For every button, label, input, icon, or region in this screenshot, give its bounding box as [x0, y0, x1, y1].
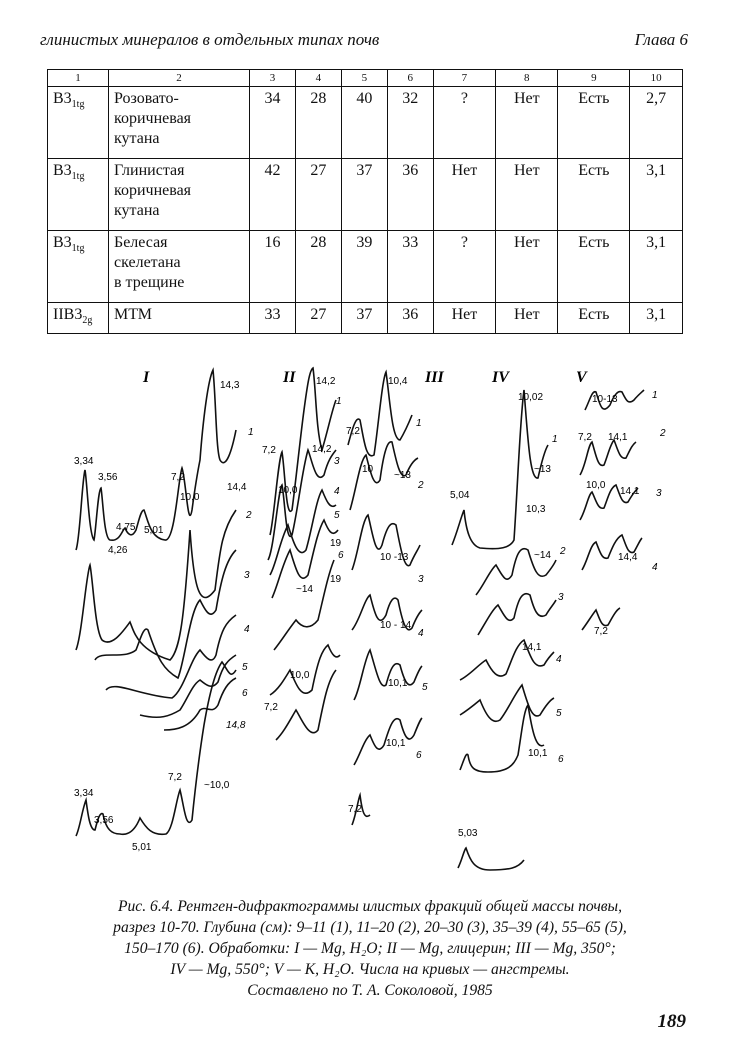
peak-label: 7,2 [348, 804, 362, 815]
column-number: 3 [250, 70, 296, 87]
peak-label: 5,01 [144, 525, 164, 536]
curve-number: 5 [422, 682, 428, 693]
peak-label: 7,2 [168, 772, 182, 783]
column-number: 6 [387, 70, 433, 87]
curve-number: 3 [418, 574, 424, 585]
curve-number: 1 [248, 427, 254, 438]
peak-label: 10,0 [290, 670, 310, 681]
chapter-label: Глава 6 [634, 30, 688, 49]
peak-label: 10 - 14 [380, 620, 412, 631]
peak-label: 10,1 [528, 748, 548, 759]
caption-line: 150–170 (6). Обработки: I — Mg, H₂O; II — Mg, глицерин; III — Mg, 350°; [124, 940, 616, 957]
peak-label: 19 [330, 574, 342, 585]
peak-label: 5,01 [132, 842, 152, 853]
curve-number: 6 [242, 688, 248, 699]
curve-number: 5 [242, 662, 248, 673]
table-row [48, 87, 683, 159]
peak-label: 14,1 [620, 486, 640, 497]
caption-line: IV — Mg, 550°; V — K, H₂O. Числа на кривых — ангстремы. [170, 961, 570, 978]
value-cell: 36 [387, 159, 433, 231]
description-cell: МТМ [109, 303, 250, 334]
caption-line: разрез 10-70. Глубина (см): 9–11 (1), 11–20 (2), 20–30 (3), 35–39 (4), 55–65 (5), [113, 919, 627, 936]
curve-number: 5 [556, 708, 562, 719]
description-cell: Глинистая коричневая кутана [109, 159, 250, 231]
table-row [48, 303, 683, 334]
curve-number: 4 [556, 654, 562, 665]
panel-label: I [143, 369, 150, 386]
curve-number: 6 [558, 754, 564, 765]
peak-label: ~13 [394, 470, 411, 481]
peak-label: 14,1 [522, 642, 542, 653]
peak-label: 10,1 [386, 738, 406, 749]
horizon-cell: $B3_{1tg}$ [48, 159, 109, 231]
value-cell: Нет [496, 231, 558, 303]
peak-label: 7,2 [264, 702, 278, 713]
value-cell: Есть [558, 87, 630, 159]
value-cell: Нет [433, 159, 495, 231]
peak-label: 14,2 [316, 376, 336, 387]
peak-label: 10,0 [278, 485, 298, 496]
value-cell: 33 [250, 303, 296, 334]
curve-number: 3 [334, 456, 340, 467]
peak-label: 5,04 [450, 490, 470, 501]
horizon-cell: $B3_{1tg}$ [48, 87, 109, 159]
value-cell: 40 [341, 87, 387, 159]
peak-label: 14,2 [312, 444, 332, 455]
peak-label: 10-13 [592, 394, 618, 405]
peak-label: 10,4 [388, 376, 408, 387]
value-cell: ? [433, 231, 495, 303]
data-table [47, 69, 683, 334]
peak-label: 7,2 [346, 426, 360, 437]
column-number: 9 [558, 70, 630, 87]
value-cell: 3,1 [630, 159, 683, 231]
curve-number: 2 [660, 428, 666, 439]
curve-number: 4 [244, 624, 250, 635]
curve-number: 1 [552, 434, 558, 445]
value-cell: 3,1 [630, 303, 683, 334]
curve-number: 4 [652, 562, 658, 573]
xrd-figure [40, 360, 700, 890]
value-cell: Нет [496, 159, 558, 231]
peak-label: 4,75 [116, 522, 136, 533]
column-number: 7 [433, 70, 495, 87]
value-cell: 37 [341, 159, 387, 231]
column-number: 10 [630, 70, 683, 87]
value-cell: 42 [250, 159, 296, 231]
value-cell: 28 [295, 231, 341, 303]
peak-label: 7,2 [171, 472, 185, 483]
value-cell: 36 [387, 303, 433, 334]
peak-label: 3,34 [74, 788, 94, 799]
value-cell: Есть [558, 303, 630, 334]
table-row [48, 231, 683, 303]
peak-label: ~10,0 [204, 780, 230, 791]
peak-label: 10,0 [586, 480, 606, 491]
value-cell: 2,7 [630, 87, 683, 159]
value-cell: 32 [387, 87, 433, 159]
peak-label: 3,56 [94, 815, 114, 826]
peak-label: 14,8 [226, 720, 246, 731]
peak-label: 7,2 [594, 626, 608, 637]
column-number: 8 [496, 70, 558, 87]
horizon-cell: $B3_{1tg}$ [48, 231, 109, 303]
curve-number: 6 [338, 550, 344, 561]
page-number: 189 [657, 1011, 686, 1032]
peak-label: 3,56 [98, 472, 118, 483]
caption-line: Составлено по Т. А. Соколовой, 1985 [247, 982, 493, 999]
curve-number: 1 [416, 418, 422, 429]
peak-label: 10,3 [526, 504, 546, 515]
curve-number: 3 [244, 570, 250, 581]
table-header-row [48, 70, 683, 87]
peak-label: 14,3 [220, 380, 240, 391]
peak-label: 10,1 [388, 678, 408, 689]
peak-labels [74, 376, 666, 853]
peak-label: 14,4 [618, 552, 638, 563]
curve-number: 2 [246, 510, 252, 521]
curve-number: 6 [416, 750, 422, 761]
value-cell: 28 [295, 87, 341, 159]
peak-label: 4,26 [108, 545, 128, 556]
xrd-curves [76, 368, 644, 870]
value-cell: Нет [433, 303, 495, 334]
peak-label: 7,2 [578, 432, 592, 443]
curve-number: 5 [334, 510, 340, 521]
peak-label: 10 -13 [380, 552, 409, 563]
value-cell: 16 [250, 231, 296, 303]
panel-label: III [425, 369, 444, 386]
peak-label: 5,03 [458, 828, 478, 839]
peak-label: 3,34 [74, 456, 94, 467]
panel-label: II [283, 369, 296, 386]
curve-number: 3 [656, 488, 662, 499]
curve-number: 4 [334, 486, 340, 497]
peak-label: 10,0 [180, 492, 200, 503]
peak-label: 10,02 [518, 392, 544, 403]
running-header [40, 30, 688, 54]
value-cell: Есть [558, 231, 630, 303]
caption-line: Рис. 6.4. Рентген-дифрактограммы илистых фракций общей массы почвы, [117, 898, 622, 915]
panel-label: V [576, 369, 587, 386]
value-cell: 33 [387, 231, 433, 303]
curve-number: 1 [652, 390, 658, 401]
curve-number: 2 [560, 546, 566, 557]
curve-number: 2 [418, 480, 424, 491]
value-cell: Есть [558, 159, 630, 231]
peak-label: 10 [362, 464, 374, 475]
value-cell: Нет [496, 303, 558, 334]
running-title: глинистых минералов в отдельных типах почв [40, 30, 380, 49]
column-number: 5 [341, 70, 387, 87]
peak-label: 19 [330, 538, 342, 549]
value-cell: 27 [295, 303, 341, 334]
peak-label: 14,4 [227, 482, 247, 493]
value-cell: 39 [341, 231, 387, 303]
peak-label: ~14 [296, 584, 313, 595]
curve-number: 4 [418, 628, 424, 639]
curve-number: 3 [558, 592, 564, 603]
value-cell: 34 [250, 87, 296, 159]
peak-label: 14,1 [608, 432, 628, 443]
value-cell: 37 [341, 303, 387, 334]
figure-caption [70, 896, 670, 1001]
peak-label: 7,2 [262, 445, 276, 456]
column-number: 1 [48, 70, 109, 87]
value-cell: Нет [496, 87, 558, 159]
peak-label: ~14 [534, 550, 551, 561]
horizon-cell: $IIB3_{2g}$ [48, 303, 109, 334]
value-cell: 27 [295, 159, 341, 231]
description-cell: Белесая скелетана в трещине [109, 231, 250, 303]
value-cell: 3,1 [630, 231, 683, 303]
table-row [48, 159, 683, 231]
column-number: 4 [295, 70, 341, 87]
description-cell: Розовато- коричневая кутана [109, 87, 250, 159]
panel-label: IV [492, 369, 509, 386]
curve-number: 1 [336, 396, 342, 407]
peak-label: ~13 [534, 464, 551, 475]
value-cell: ? [433, 87, 495, 159]
column-number: 2 [109, 70, 250, 87]
